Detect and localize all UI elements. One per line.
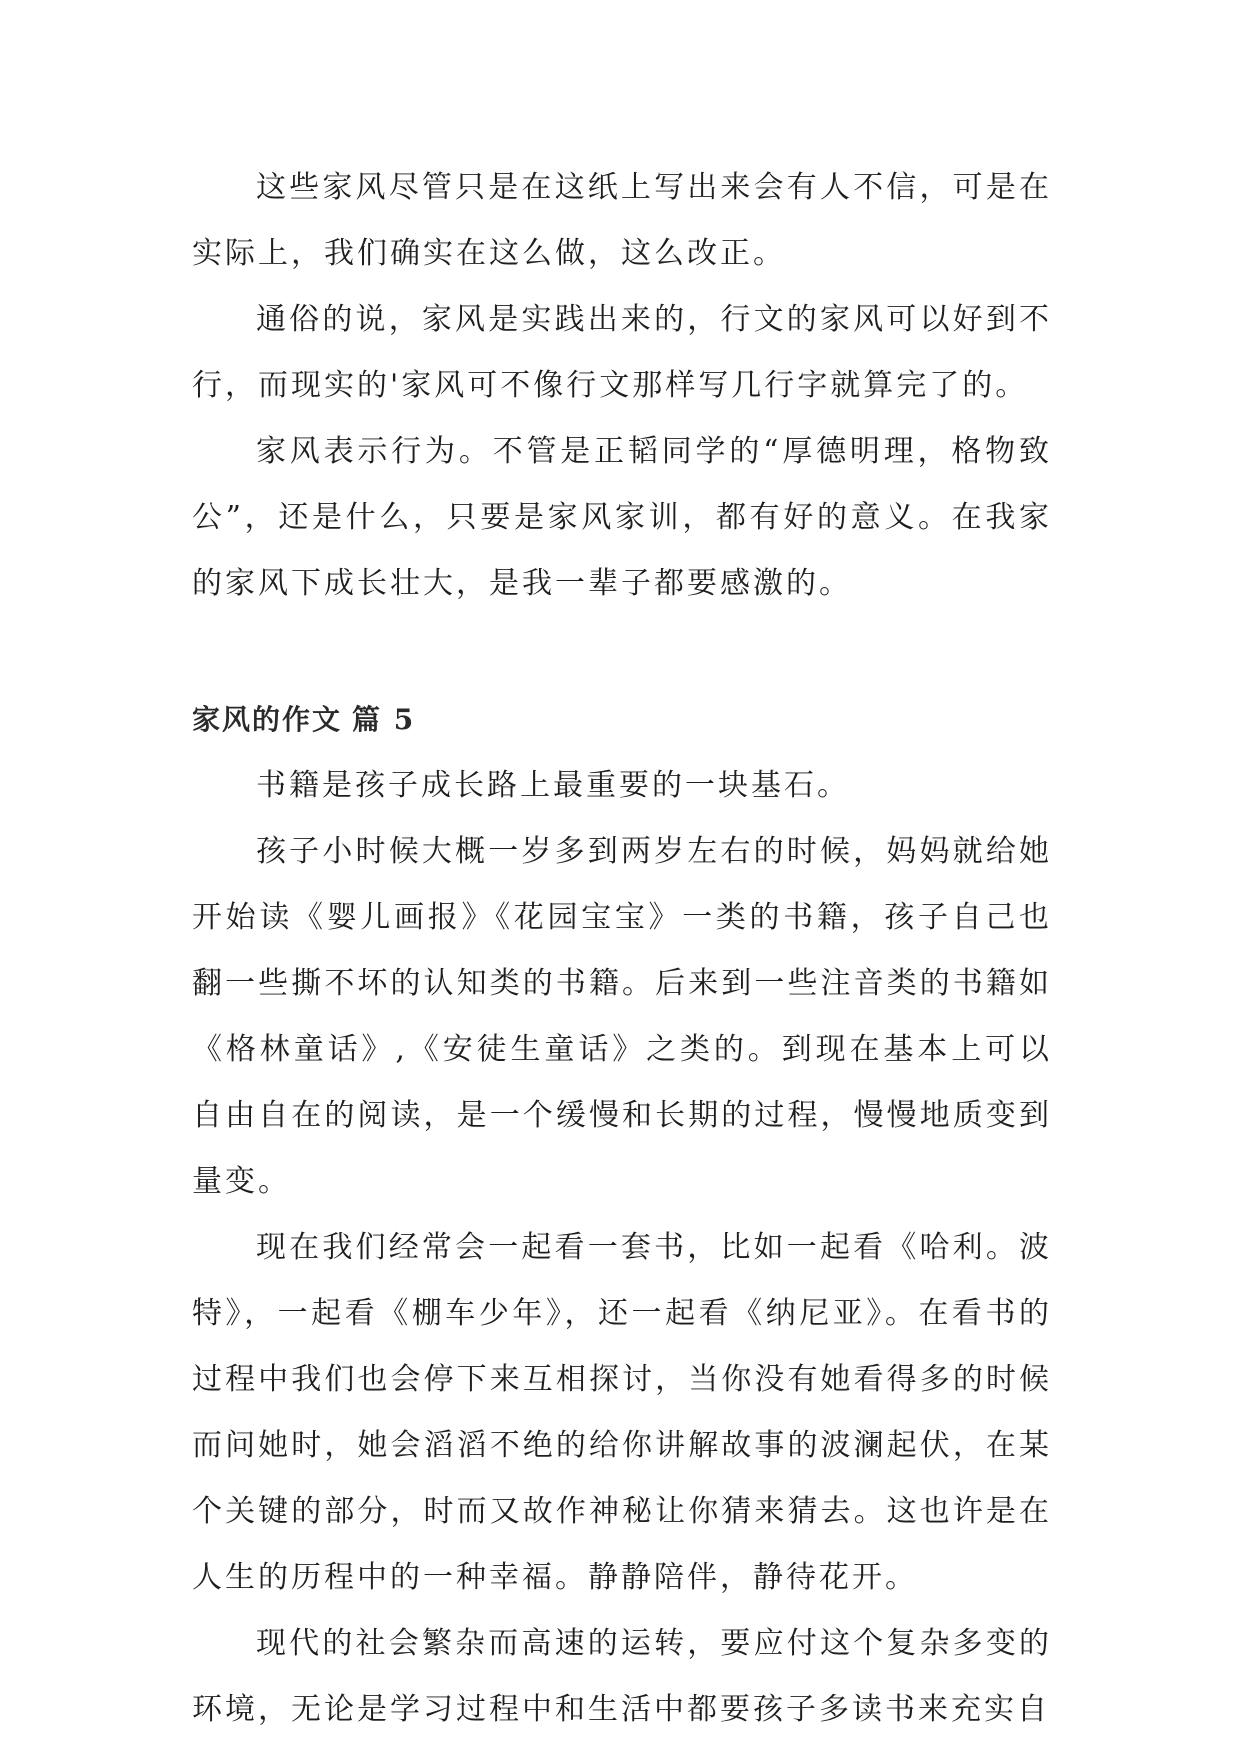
section-heading-number: 篇 5 — [352, 703, 416, 736]
paragraph: 通俗的说，家风是实践出来的，行文的家风可以好到不行，而现实的'家风可不像行文那样写几行字就算完了的。 — [192, 302, 1052, 403]
paragraph: 孩子小时候大概一岁多到两岁左右的时候，妈妈就给她开始读《婴儿画报》《花园宝宝》一类的书籍，孩子自己也翻一些撕不坏的认知类的书籍。后来到一些注音类的书籍如《格林童话》,《安徒生童话》之类的。到现在基本上可以自由自在的阅读，是一个缓慢和长期的过程，慢慢地质变到量变。 — [192, 834, 1052, 1199]
paragraph: 书籍是孩子成长路上最重要的一块基石。 — [256, 768, 850, 803]
paragraph: 现代的社会繁杂而高速的运转，要应付这个复杂多变的环境，无论是学习过程中和生活中都要孩子多读书来充实自 — [192, 1626, 1052, 1727]
paragraph: 家风表示行为。不管是正韬同学的“厚德明理，格物致公”，还是什么，只要是家风家训，都有好的意义。在我家的家风下成长壮大，是我一辈子都要感激的。 — [192, 434, 1052, 601]
paragraph: 现在我们经常会一起看一套书，比如一起看《哈利。波特》，一起看《棚车少年》，还一起看《纳尼亚》。在看书的过程中我们也会停下来互相探讨，当你没有她看得多的时候而问她时，她会滔滔不绝的给你讲解故事的波澜起伏，在某个关键的部分，时而又故作神秘让你猜来猜去。这也许是在人生的历程中的一种幸福。静静陪伴，静待花开。 — [192, 1230, 1052, 1595]
section-heading-title: 家风的作文 — [192, 703, 343, 736]
essay-body — [192, 155, 1052, 1743]
paragraph: 这些家风尽管只是在这纸上写出来会有人不信，可是在实际上，我们确实在这么做，这么改正。 — [192, 170, 1052, 271]
section-heading — [192, 687, 1052, 753]
